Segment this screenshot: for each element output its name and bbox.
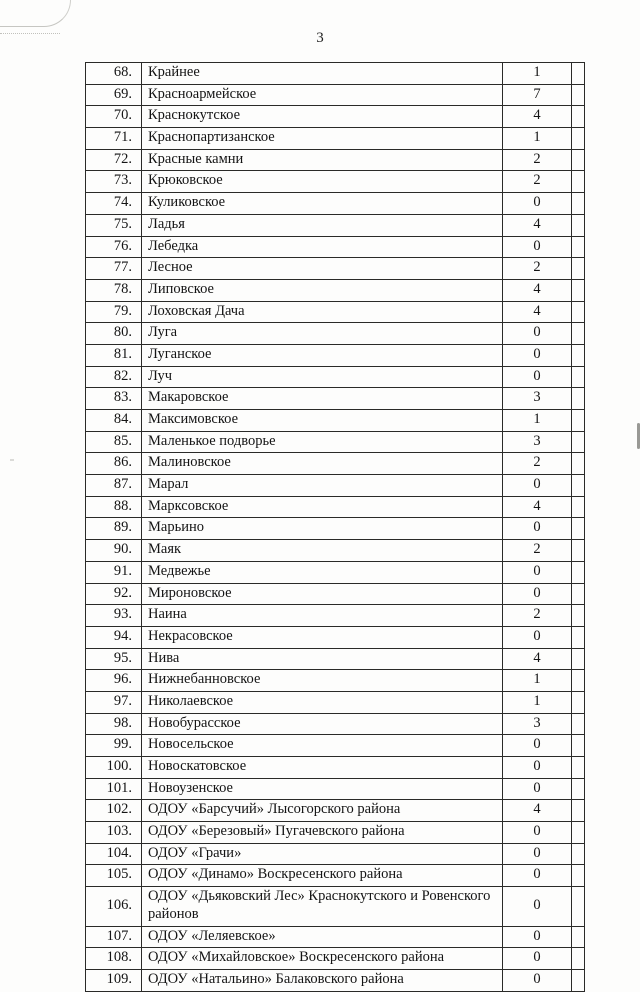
row-value: 0 bbox=[503, 969, 572, 991]
table-body bbox=[86, 63, 585, 992]
row-value: 1 bbox=[503, 670, 572, 692]
table-row bbox=[86, 540, 585, 562]
row-edge-cell bbox=[572, 279, 585, 301]
row-name: Наина bbox=[142, 605, 503, 627]
row-edge-cell bbox=[572, 887, 585, 926]
row-edge-cell bbox=[572, 453, 585, 475]
row-number: 85. bbox=[86, 431, 142, 453]
row-value: 2 bbox=[503, 605, 572, 627]
row-value: 1 bbox=[503, 128, 572, 150]
row-number: 104. bbox=[86, 843, 142, 865]
row-value: 0 bbox=[503, 822, 572, 844]
table-row bbox=[86, 691, 585, 713]
table-row bbox=[86, 518, 585, 540]
row-number: 78. bbox=[86, 279, 142, 301]
table-row bbox=[86, 735, 585, 757]
row-edge-cell bbox=[572, 540, 585, 562]
row-number: 69. bbox=[86, 84, 142, 106]
table-row bbox=[86, 214, 585, 236]
row-edge-cell bbox=[572, 236, 585, 258]
row-edge-cell bbox=[572, 84, 585, 106]
table-row bbox=[86, 887, 585, 926]
row-edge-cell bbox=[572, 670, 585, 692]
row-number: 109. bbox=[86, 969, 142, 991]
row-name: Малиновское bbox=[142, 453, 503, 475]
row-edge-cell bbox=[572, 583, 585, 605]
row-name: Маленькое подворье bbox=[142, 431, 503, 453]
row-name: Николаевское bbox=[142, 691, 503, 713]
scan-artifact-corner bbox=[0, 0, 71, 27]
table-row bbox=[86, 344, 585, 366]
row-name: Лоховская Дача bbox=[142, 301, 503, 323]
row-name: Липовское bbox=[142, 279, 503, 301]
table-row bbox=[86, 301, 585, 323]
row-value: 0 bbox=[503, 366, 572, 388]
row-value: 4 bbox=[503, 279, 572, 301]
table-row bbox=[86, 843, 585, 865]
table-row bbox=[86, 561, 585, 583]
row-name: Некрасовское bbox=[142, 626, 503, 648]
table-row bbox=[86, 948, 585, 970]
row-number: 83. bbox=[86, 388, 142, 410]
row-number: 97. bbox=[86, 691, 142, 713]
row-edge-cell bbox=[572, 926, 585, 948]
table-row bbox=[86, 84, 585, 106]
row-number: 100. bbox=[86, 757, 142, 779]
table-row bbox=[86, 626, 585, 648]
table-row bbox=[86, 713, 585, 735]
row-number: 68. bbox=[86, 63, 142, 85]
row-name: ОДОУ «Грачи» bbox=[142, 843, 503, 865]
row-edge-cell bbox=[572, 822, 585, 844]
row-number: 108. bbox=[86, 948, 142, 970]
table-row bbox=[86, 388, 585, 410]
row-value: 0 bbox=[503, 887, 572, 926]
row-name: Луч bbox=[142, 366, 503, 388]
row-number: 88. bbox=[86, 496, 142, 518]
row-name: ОДОУ «Березовый» Пугачевского района bbox=[142, 822, 503, 844]
row-value: 0 bbox=[503, 757, 572, 779]
table-row bbox=[86, 171, 585, 193]
table-row bbox=[86, 865, 585, 887]
row-value: 3 bbox=[503, 431, 572, 453]
row-number: 95. bbox=[86, 648, 142, 670]
row-number: 79. bbox=[86, 301, 142, 323]
row-value: 1 bbox=[503, 63, 572, 85]
row-number: 76. bbox=[86, 236, 142, 258]
row-name: Красные камни bbox=[142, 149, 503, 171]
table-row bbox=[86, 453, 585, 475]
row-name: Краснокутское bbox=[142, 106, 503, 128]
row-name: Новосельское bbox=[142, 735, 503, 757]
scan-artifact-marks bbox=[0, 27, 60, 34]
row-edge-cell bbox=[572, 518, 585, 540]
table-row bbox=[86, 279, 585, 301]
row-name: Медвежье bbox=[142, 561, 503, 583]
row-edge-cell bbox=[572, 800, 585, 822]
row-edge-cell bbox=[572, 843, 585, 865]
hunting-grounds-table bbox=[85, 62, 585, 992]
row-value: 0 bbox=[503, 344, 572, 366]
row-edge-cell bbox=[572, 691, 585, 713]
row-edge-cell bbox=[572, 496, 585, 518]
row-name: ОДОУ «Дьяковский Лес» Краснокутского и Ровенского районов bbox=[142, 887, 503, 926]
row-name: Красноармейское bbox=[142, 84, 503, 106]
row-number: 92. bbox=[86, 583, 142, 605]
row-value: 0 bbox=[503, 865, 572, 887]
row-value: 0 bbox=[503, 323, 572, 345]
table-row bbox=[86, 431, 585, 453]
row-edge-cell bbox=[572, 865, 585, 887]
table-row bbox=[86, 926, 585, 948]
row-name: Марал bbox=[142, 475, 503, 497]
row-name: Новобурасское bbox=[142, 713, 503, 735]
table-row bbox=[86, 605, 585, 627]
row-name: Макаровское bbox=[142, 388, 503, 410]
row-edge-cell bbox=[572, 757, 585, 779]
row-name: ОДОУ «Барсучий» Лысогорского района bbox=[142, 800, 503, 822]
row-name: Луганское bbox=[142, 344, 503, 366]
row-edge-cell bbox=[572, 778, 585, 800]
row-number: 94. bbox=[86, 626, 142, 648]
row-value: 0 bbox=[503, 475, 572, 497]
row-number: 102. bbox=[86, 800, 142, 822]
table-row bbox=[86, 822, 585, 844]
table-row bbox=[86, 757, 585, 779]
table-row bbox=[86, 106, 585, 128]
row-number: 90. bbox=[86, 540, 142, 562]
row-value: 1 bbox=[503, 691, 572, 713]
row-value: 0 bbox=[503, 626, 572, 648]
row-name: Ладья bbox=[142, 214, 503, 236]
row-edge-cell bbox=[572, 626, 585, 648]
row-name: Куликовское bbox=[142, 193, 503, 215]
row-edge-cell bbox=[572, 561, 585, 583]
row-name: Нижнебанновское bbox=[142, 670, 503, 692]
row-number: 93. bbox=[86, 605, 142, 627]
table-row bbox=[86, 193, 585, 215]
row-value: 4 bbox=[503, 496, 572, 518]
row-value: 3 bbox=[503, 388, 572, 410]
row-number: 80. bbox=[86, 323, 142, 345]
row-number: 91. bbox=[86, 561, 142, 583]
row-number: 86. bbox=[86, 453, 142, 475]
row-name: Луга bbox=[142, 323, 503, 345]
row-value: 2 bbox=[503, 258, 572, 280]
table-row bbox=[86, 496, 585, 518]
row-name: Нива bbox=[142, 648, 503, 670]
table-row bbox=[86, 475, 585, 497]
row-value: 7 bbox=[503, 84, 572, 106]
row-number: 82. bbox=[86, 366, 142, 388]
row-number: 74. bbox=[86, 193, 142, 215]
row-edge-cell bbox=[572, 969, 585, 991]
row-name: ОДОУ «Леляевское» bbox=[142, 926, 503, 948]
row-name: Крайнее bbox=[142, 63, 503, 85]
row-edge-cell bbox=[572, 648, 585, 670]
row-number: 103. bbox=[86, 822, 142, 844]
row-number: 84. bbox=[86, 410, 142, 432]
row-value: 0 bbox=[503, 518, 572, 540]
row-edge-cell bbox=[572, 431, 585, 453]
row-edge-cell bbox=[572, 301, 585, 323]
row-name: Новоскатовское bbox=[142, 757, 503, 779]
row-number: 75. bbox=[86, 214, 142, 236]
row-number: 98. bbox=[86, 713, 142, 735]
row-name: Лебедка bbox=[142, 236, 503, 258]
row-number: 77. bbox=[86, 258, 142, 280]
row-value: 3 bbox=[503, 713, 572, 735]
row-value: 2 bbox=[503, 171, 572, 193]
row-number: 107. bbox=[86, 926, 142, 948]
row-edge-cell bbox=[572, 149, 585, 171]
row-edge-cell bbox=[572, 605, 585, 627]
table-row bbox=[86, 366, 585, 388]
row-value: 4 bbox=[503, 800, 572, 822]
row-number: 101. bbox=[86, 778, 142, 800]
row-name: Марьино bbox=[142, 518, 503, 540]
row-value: 0 bbox=[503, 236, 572, 258]
row-value: 4 bbox=[503, 648, 572, 670]
row-value: 4 bbox=[503, 301, 572, 323]
row-value: 2 bbox=[503, 453, 572, 475]
row-name: Новоузенское bbox=[142, 778, 503, 800]
row-number: 89. bbox=[86, 518, 142, 540]
row-name: Максимовское bbox=[142, 410, 503, 432]
row-edge-cell bbox=[572, 713, 585, 735]
row-edge-cell bbox=[572, 323, 585, 345]
row-number: 87. bbox=[86, 475, 142, 497]
row-edge-cell bbox=[572, 193, 585, 215]
table-row bbox=[86, 410, 585, 432]
row-name: ОДОУ «Динамо» Воскресенского района bbox=[142, 865, 503, 887]
row-value: 0 bbox=[503, 843, 572, 865]
row-number: 96. bbox=[86, 670, 142, 692]
row-number: 99. bbox=[86, 735, 142, 757]
row-name: Лесное bbox=[142, 258, 503, 280]
row-number: 81. bbox=[86, 344, 142, 366]
row-value: 0 bbox=[503, 948, 572, 970]
table-row bbox=[86, 149, 585, 171]
table-row bbox=[86, 323, 585, 345]
row-value: 0 bbox=[503, 193, 572, 215]
row-number: 73. bbox=[86, 171, 142, 193]
row-name: Марксовское bbox=[142, 496, 503, 518]
row-edge-cell bbox=[572, 475, 585, 497]
table-row bbox=[86, 63, 585, 85]
row-value: 0 bbox=[503, 583, 572, 605]
row-number: 105. bbox=[86, 865, 142, 887]
table-row bbox=[86, 128, 585, 150]
row-value: 4 bbox=[503, 214, 572, 236]
row-edge-cell bbox=[572, 106, 585, 128]
table-row bbox=[86, 236, 585, 258]
row-edge-cell bbox=[572, 366, 585, 388]
row-name: ОДОУ «Михайловское» Воскресенского района bbox=[142, 948, 503, 970]
row-edge-cell bbox=[572, 735, 585, 757]
row-number: 71. bbox=[86, 128, 142, 150]
row-edge-cell bbox=[572, 171, 585, 193]
table-row bbox=[86, 778, 585, 800]
row-value: 4 bbox=[503, 106, 572, 128]
row-edge-cell bbox=[572, 388, 585, 410]
row-number: 70. bbox=[86, 106, 142, 128]
row-name: ОДОУ «Натальино» Балаковского района bbox=[142, 969, 503, 991]
row-name: Маяк bbox=[142, 540, 503, 562]
row-value: 2 bbox=[503, 149, 572, 171]
row-value: 0 bbox=[503, 778, 572, 800]
table-row bbox=[86, 258, 585, 280]
row-edge-cell bbox=[572, 128, 585, 150]
row-value: 1 bbox=[503, 410, 572, 432]
table-row bbox=[86, 583, 585, 605]
row-number: 72. bbox=[86, 149, 142, 171]
row-edge-cell bbox=[572, 948, 585, 970]
row-value: 2 bbox=[503, 540, 572, 562]
row-edge-cell bbox=[572, 63, 585, 85]
scan-artifact-dot bbox=[10, 459, 14, 461]
row-number: 106. bbox=[86, 887, 142, 926]
row-name: Мироновское bbox=[142, 583, 503, 605]
table-row bbox=[86, 670, 585, 692]
table-row bbox=[86, 969, 585, 991]
row-edge-cell bbox=[572, 410, 585, 432]
row-value: 0 bbox=[503, 561, 572, 583]
row-edge-cell bbox=[572, 344, 585, 366]
table-row bbox=[86, 800, 585, 822]
table-row bbox=[86, 648, 585, 670]
page-number: 3 bbox=[316, 30, 324, 46]
row-value: 0 bbox=[503, 926, 572, 948]
row-value: 0 bbox=[503, 735, 572, 757]
row-edge-cell bbox=[572, 214, 585, 236]
row-edge-cell bbox=[572, 258, 585, 280]
row-name: Крюковское bbox=[142, 171, 503, 193]
row-name: Краснопартизанское bbox=[142, 128, 503, 150]
